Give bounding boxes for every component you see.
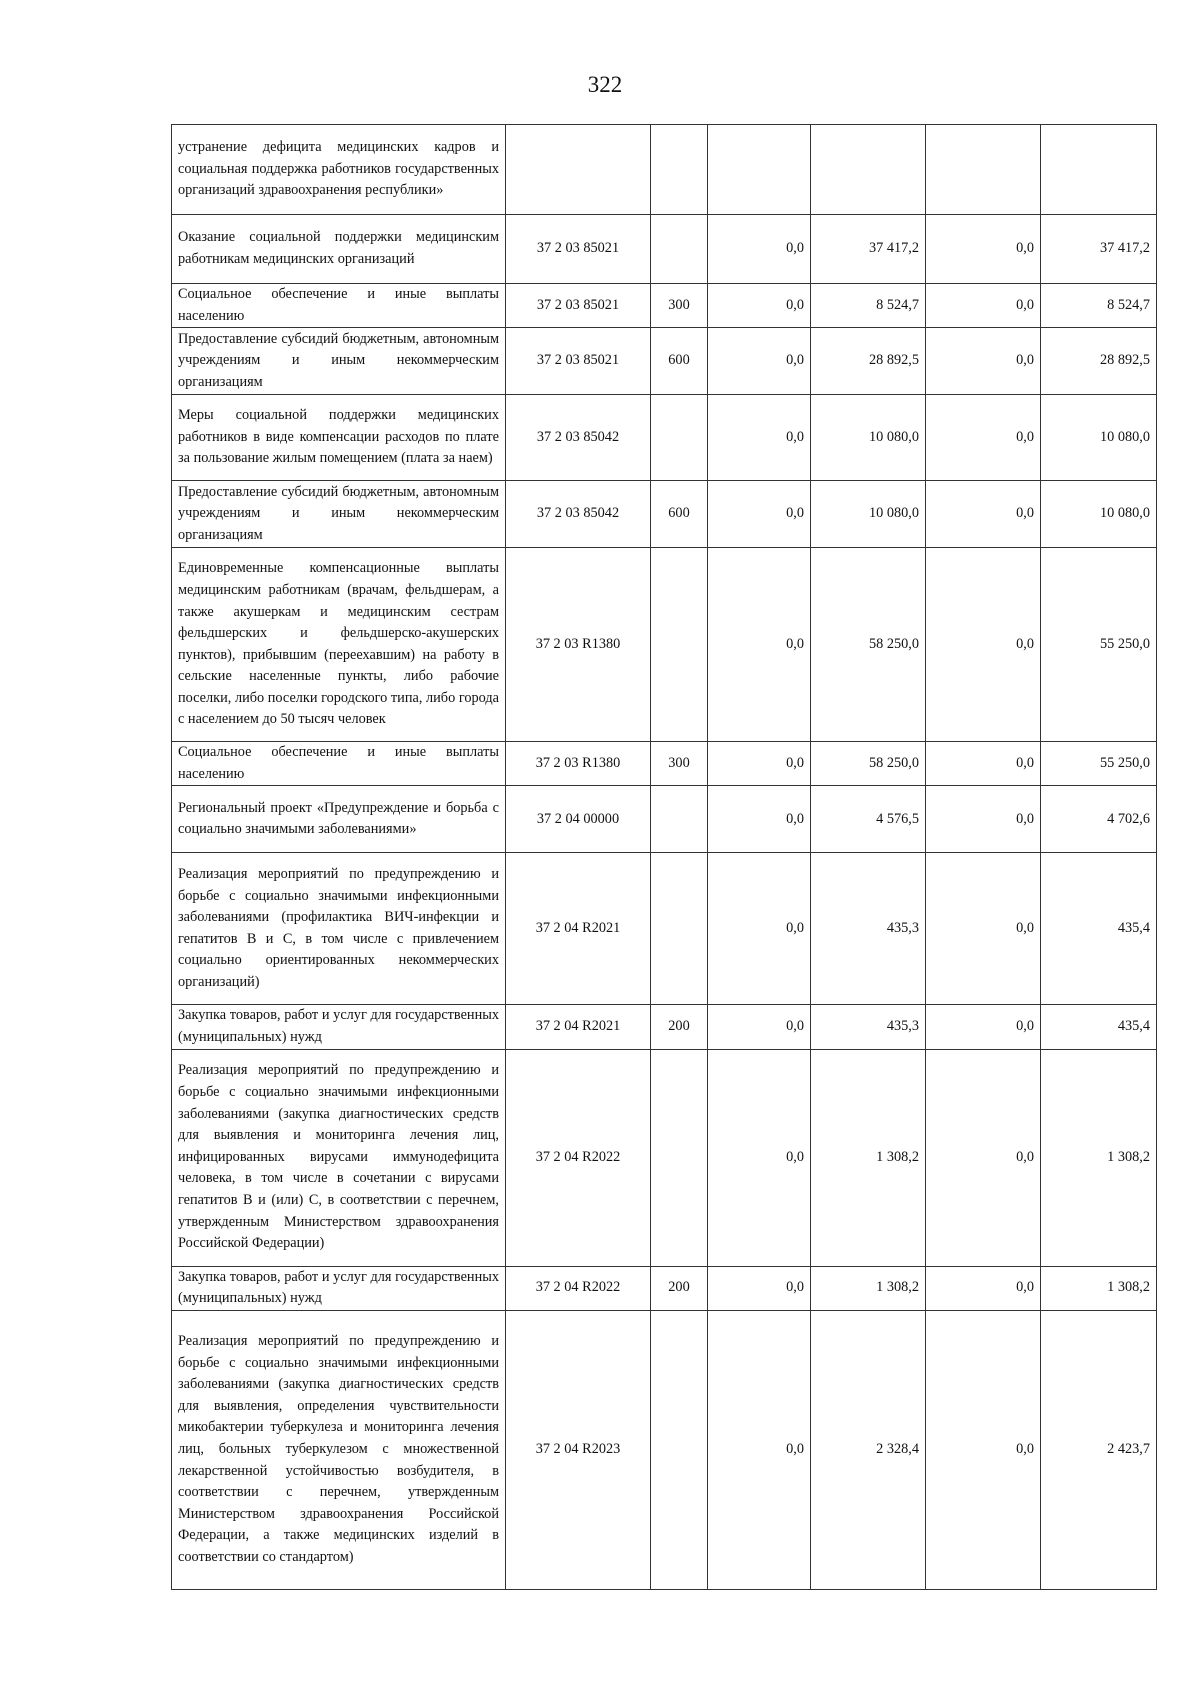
amount-cell-1	[708, 125, 811, 215]
expense-type-cell	[651, 125, 708, 215]
amount-cell-3: 0,0	[926, 548, 1041, 742]
table-row	[172, 742, 1157, 786]
amount-cell-4: 2 423,7	[1041, 1310, 1157, 1589]
row-name-cell: Региональный проект «Предупреждение и борьба с социально значимыми заболеваниями»	[172, 786, 506, 853]
expense-type-cell	[651, 395, 708, 481]
expense-type-cell: 300	[651, 742, 708, 786]
table-row	[172, 548, 1157, 742]
target-code-cell: 37 2 03 85042	[506, 395, 651, 481]
table-row	[172, 1005, 1157, 1049]
amount-cell-3: 0,0	[926, 215, 1041, 284]
amount-cell-3: 0,0	[926, 1005, 1041, 1049]
row-name-cell: Реализация мероприятий по предупреждению и борьбе с социально значимыми инфекционными заболеваниями (закупка диагностических средств для выявления, определения чувствительности микобактерии туберкулеза и мониторинга лечения лиц, больных туберкулезом с множественной лекарственной устойчивостью возбудителя, в соответствии с перечнем, утвержденным Министерством здравоохранения Российской Федерации, а также медицинских изделий в соответствии со стандартом)	[172, 1310, 506, 1589]
target-code-cell: 37 2 04 R2021	[506, 853, 651, 1005]
expense-type-cell: 200	[651, 1005, 708, 1049]
amount-cell-3	[926, 125, 1041, 215]
amount-cell-2: 435,3	[811, 1005, 926, 1049]
amount-cell-4: 28 892,5	[1041, 328, 1157, 395]
amount-cell-3: 0,0	[926, 395, 1041, 481]
amount-cell-2: 58 250,0	[811, 548, 926, 742]
amount-cell-4: 37 417,2	[1041, 215, 1157, 284]
row-name-cell: Меры социальной поддержки медицинских работников в виде компенсации расходов по плате за пользование жилым помещением (плата за наем)	[172, 395, 506, 481]
amount-cell-1: 0,0	[708, 215, 811, 284]
amount-cell-2: 10 080,0	[811, 395, 926, 481]
table-row	[172, 1049, 1157, 1266]
target-code-cell: 37 2 03 85042	[506, 481, 651, 548]
table-row	[172, 1310, 1157, 1589]
expense-type-cell: 600	[651, 481, 708, 548]
target-code-cell: 37 2 03 85021	[506, 328, 651, 395]
amount-cell-1: 0,0	[708, 1005, 811, 1049]
amount-cell-1: 0,0	[708, 853, 811, 1005]
amount-cell-4: 10 080,0	[1041, 395, 1157, 481]
amount-cell-4: 435,4	[1041, 1005, 1157, 1049]
target-code-cell	[506, 125, 651, 215]
amount-cell-3: 0,0	[926, 742, 1041, 786]
amount-cell-2: 37 417,2	[811, 215, 926, 284]
amount-cell-3: 0,0	[926, 853, 1041, 1005]
target-code-cell: 37 2 04 00000	[506, 786, 651, 853]
amount-cell-4: 10 080,0	[1041, 481, 1157, 548]
amount-cell-4: 55 250,0	[1041, 742, 1157, 786]
table-row	[172, 395, 1157, 481]
amount-cell-1: 0,0	[708, 481, 811, 548]
row-name-cell: Предоставление субсидий бюджетным, автономным учреждениям и иным некоммерческим организациям	[172, 328, 506, 395]
table-row	[172, 284, 1157, 328]
page-number: 322	[587, 72, 623, 97]
target-code-cell: 37 2 04 R2023	[506, 1310, 651, 1589]
amount-cell-3: 0,0	[926, 1049, 1041, 1266]
expense-type-cell	[651, 786, 708, 853]
amount-cell-1: 0,0	[708, 548, 811, 742]
amount-cell-1: 0,0	[708, 395, 811, 481]
target-code-cell: 37 2 03 85021	[506, 215, 651, 284]
row-name-cell: устранение дефицита медицинских кадров и социальная поддержка работников государственных организаций здравоохранения республики»	[172, 125, 506, 215]
amount-cell-1: 0,0	[708, 284, 811, 328]
amount-cell-3: 0,0	[926, 481, 1041, 548]
table-row	[172, 125, 1157, 215]
amount-cell-2: 1 308,2	[811, 1266, 926, 1310]
target-code-cell: 37 2 03 R1380	[506, 548, 651, 742]
target-code-cell: 37 2 04 R2022	[506, 1049, 651, 1266]
amount-cell-3: 0,0	[926, 1310, 1041, 1589]
target-code-cell: 37 2 04 R2021	[506, 1005, 651, 1049]
amount-cell-2	[811, 125, 926, 215]
amount-cell-1: 0,0	[708, 786, 811, 853]
amount-cell-1: 0,0	[708, 1310, 811, 1589]
amount-cell-1: 0,0	[708, 742, 811, 786]
expense-type-cell: 600	[651, 328, 708, 395]
row-name-cell: Закупка товаров, работ и услуг для государственных (муниципальных) нужд	[172, 1005, 506, 1049]
table-row	[172, 328, 1157, 395]
table-row	[172, 215, 1157, 284]
table-row	[172, 853, 1157, 1005]
expense-type-cell	[651, 1049, 708, 1266]
expense-type-cell: 200	[651, 1266, 708, 1310]
amount-cell-2: 435,3	[811, 853, 926, 1005]
expense-type-cell	[651, 1310, 708, 1589]
expense-type-cell	[651, 548, 708, 742]
target-code-cell: 37 2 03 85021	[506, 284, 651, 328]
table-body	[172, 125, 1157, 1590]
amount-cell-4: 55 250,0	[1041, 548, 1157, 742]
row-name-cell: Реализация мероприятий по предупреждению и борьбе с социально значимыми инфекционными заболеваниями (закупка диагностических средств для выявления и мониторинга лечения лиц, инфицированных вирусами иммунодефицита человека, в том числе в сочетании с вирусами гепатитов В и (или) С, в соответствии с перечнем, утвержденным Министерством здравоохранения Российской Федерации)	[172, 1049, 506, 1266]
amount-cell-1: 0,0	[708, 1049, 811, 1266]
row-name-cell: Реализация мероприятий по предупреждению и борьбе с социально значимыми инфекционными заболеваниями (профилактика ВИЧ-инфекции и гепатитов В и С, в том числе с привлечением социально ориентированных некоммерческих организаций)	[172, 853, 506, 1005]
row-name-cell: Социальное обеспечение и иные выплаты населению	[172, 742, 506, 786]
amount-cell-3: 0,0	[926, 1266, 1041, 1310]
amount-cell-4: 435,4	[1041, 853, 1157, 1005]
amount-cell-4	[1041, 125, 1157, 215]
amount-cell-4: 4 702,6	[1041, 786, 1157, 853]
amount-cell-2: 2 328,4	[811, 1310, 926, 1589]
expense-type-cell: 300	[651, 284, 708, 328]
amount-cell-2: 10 080,0	[811, 481, 926, 548]
amount-cell-4: 1 308,2	[1041, 1266, 1157, 1310]
table-row	[172, 786, 1157, 853]
amount-cell-3: 0,0	[926, 284, 1041, 328]
amount-cell-2: 8 524,7	[811, 284, 926, 328]
amount-cell-2: 1 308,2	[811, 1049, 926, 1266]
row-name-cell: Оказание социальной поддержки медицинским работникам медицинских организаций	[172, 215, 506, 284]
table-row	[172, 481, 1157, 548]
amount-cell-2: 28 892,5	[811, 328, 926, 395]
amount-cell-1: 0,0	[708, 328, 811, 395]
amount-cell-1: 0,0	[708, 1266, 811, 1310]
amount-cell-4: 8 524,7	[1041, 284, 1157, 328]
amount-cell-3: 0,0	[926, 786, 1041, 853]
amount-cell-3: 0,0	[926, 328, 1041, 395]
row-name-cell: Единовременные компенсационные выплаты медицинским работникам (врачам, фельдшерам, а также акушеркам и медицинским сестрам фельдшерских и фельдшерско-акушерских пунктов), прибывшим (переехавшим) на работу в сельские населенные пункты, либо рабочие поселки, либо поселки городского типа, либо города с населением до 50 тысяч человек	[172, 548, 506, 742]
expense-type-cell	[651, 215, 708, 284]
target-code-cell: 37 2 03 R1380	[506, 742, 651, 786]
row-name-cell: Закупка товаров, работ и услуг для государственных (муниципальных) нужд	[172, 1266, 506, 1310]
amount-cell-2: 4 576,5	[811, 786, 926, 853]
table-row	[172, 1266, 1157, 1310]
amount-cell-2: 58 250,0	[811, 742, 926, 786]
target-code-cell: 37 2 04 R2022	[506, 1266, 651, 1310]
budget-table	[171, 124, 1157, 1590]
row-name-cell: Социальное обеспечение и иные выплаты населению	[172, 284, 506, 328]
expense-type-cell	[651, 853, 708, 1005]
amount-cell-4: 1 308,2	[1041, 1049, 1157, 1266]
row-name-cell: Предоставление субсидий бюджетным, автономным учреждениям и иным некоммерческим организациям	[172, 481, 506, 548]
